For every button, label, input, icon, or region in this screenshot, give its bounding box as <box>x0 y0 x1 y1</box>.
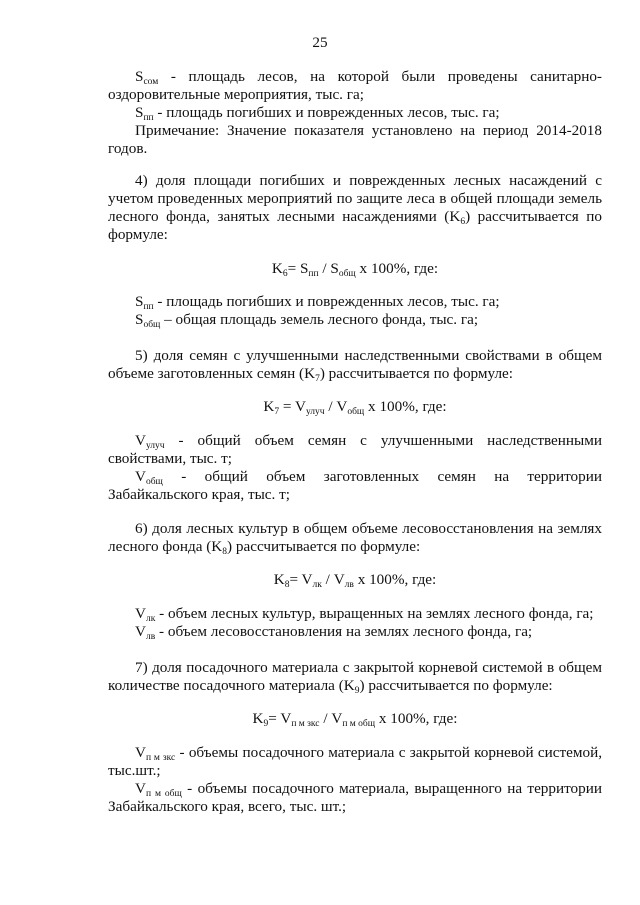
def-text: - общий объем семян с улучшенными наследственными свойствами, тыс. т; <box>108 432 602 467</box>
formula-k-sub: 9 <box>263 719 269 729</box>
def-subscript: сом <box>143 77 159 87</box>
def-text: - объем лесных культур, выращенных на землях лесного фонда, га; <box>155 605 594 622</box>
def-symbol: S <box>135 293 144 310</box>
definition-v-lk <box>108 605 602 623</box>
item-7-paragraph <box>108 659 602 695</box>
formula-eq: = V <box>279 398 306 415</box>
def-subscript: общ <box>143 320 161 330</box>
def-subscript: лк <box>145 614 156 624</box>
formula-a-sub: улуч <box>305 407 325 417</box>
item-6-text: 6) доля лесных культур в общем объеме лесовосстановления на землях лесного фонда (K <box>108 520 602 555</box>
item-6-paragraph <box>108 520 602 556</box>
definition-s-pp <box>108 104 602 122</box>
formula-a-sub: п м зкс <box>291 719 320 729</box>
formula-end: x 100%, где: <box>375 710 458 727</box>
formula-k6 <box>108 260 602 278</box>
formula-end: x 100%, где: <box>353 571 437 588</box>
def-symbol: V <box>135 623 146 640</box>
formula-eq: = V <box>268 710 292 727</box>
def-text: - площадь погибших и поврежденных лесов, тыс. га; <box>153 104 500 121</box>
formula-k-sub: 8 <box>284 580 290 590</box>
formula-b-sub: общ <box>347 407 365 417</box>
item-4-paragraph <box>108 172 602 244</box>
formula-end: x 100%, где: <box>364 398 447 415</box>
def-subscript: п м зкс <box>145 753 176 763</box>
definition-v-lv <box>108 623 602 641</box>
formula-k9 <box>108 710 602 728</box>
definition-s-som <box>108 68 602 104</box>
formula-k: K <box>273 571 285 588</box>
def-text: - объем лесовосстановления на землях лесного фонда, га; <box>155 623 533 640</box>
def-text: - объемы посадочного материала с закрытой корневой системой, тыс.шт.; <box>108 744 602 779</box>
item-4-tail: ) рассчитывается по формуле: <box>108 208 602 243</box>
def-subscript: пп <box>143 113 154 123</box>
formula-b-sub: общ <box>338 269 356 279</box>
def-symbol: V <box>135 780 146 797</box>
formula-eq: = S <box>287 260 309 277</box>
item-6-tail: ) рассчитывается по формуле: <box>227 538 421 555</box>
def-symbol: S <box>135 311 144 328</box>
def-subscript: п м общ <box>145 789 182 799</box>
formula-mid: / V <box>321 571 345 588</box>
formula-b-sub: п м общ <box>342 719 376 729</box>
formula-eq: = V <box>289 571 313 588</box>
def-symbol: S <box>135 104 144 121</box>
formula-mid: / S <box>318 260 339 277</box>
def-text: - объемы посадочного материала, выращенного на территории Забайкальского края, всего, тыс. шт.; <box>108 780 603 815</box>
def-symbol: S <box>135 68 144 85</box>
def-text: - общий объем заготовленных семян на территории Забайкальского края, тыс. т; <box>108 468 602 503</box>
formula-mid: / V <box>319 710 343 727</box>
item-5-sub: 7 <box>315 374 320 384</box>
item-5-paragraph <box>108 347 602 383</box>
formula-mid: / V <box>324 398 348 415</box>
def-subscript: пп <box>143 302 154 312</box>
def-text: - площадь лесов, на которой были проведены санитарно-оздоровительные мероприятия, тыс. га; <box>108 68 602 103</box>
def-text: – общая площадь земель лесного фонда, тыс. га; <box>160 311 479 328</box>
formula-b-sub: лв <box>344 580 354 590</box>
item-7-text: 7) доля посадочного материала с закрытой корневой системой в общем количестве посадочного материала (K <box>108 659 602 694</box>
formula-k7 <box>108 398 602 416</box>
def-symbol: V <box>135 432 146 449</box>
def-subscript: улуч <box>145 441 165 451</box>
formula-k-sub: 7 <box>274 407 280 417</box>
formula-k: K <box>271 260 283 277</box>
def-symbol: V <box>135 605 146 622</box>
def-symbol: V <box>135 468 146 485</box>
item-7-tail: ) рассчитывается по формуле: <box>359 677 553 694</box>
def-symbol: V <box>135 744 146 761</box>
definition-v-uluch <box>108 432 602 468</box>
item-4-text: 4) доля площади погибших и поврежденных лесных насаждений с учетом проведенных мероприятий по защите леса в общей площади земель лесного фонда, занятых лесными насаждениями (K <box>108 172 602 225</box>
definition-v-pm-obsh <box>108 780 602 816</box>
item-7-sub: 9 <box>354 686 360 696</box>
definition-s-obsh <box>108 311 602 329</box>
formula-end: x 100%, где: <box>355 260 439 277</box>
item-4-sub: 6 <box>460 217 466 227</box>
def-subscript: лв <box>145 632 156 642</box>
def-subscript: общ <box>145 477 163 487</box>
note-paragraph: Примечание: Значение показателя установлено на период 2014-2018 годов. <box>108 122 602 157</box>
definition-s-pp-2 <box>108 293 602 311</box>
item-5-text: 5) доля семян с улучшенными наследственными свойствами в общем объеме заготовленных семян (K <box>108 347 602 382</box>
definition-v-obsh <box>108 468 602 504</box>
formula-a-sub: пп <box>308 269 319 279</box>
formula-k: K <box>252 710 264 727</box>
item-6-sub: 8 <box>222 547 228 557</box>
formula-k-sub: 6 <box>282 269 288 279</box>
def-text: - площадь погибших и поврежденных лесов, тыс. га; <box>153 293 500 310</box>
formula-a-sub: лк <box>312 580 322 590</box>
item-5-tail: ) рассчитывается по формуле: <box>319 365 513 382</box>
page-number: 25 <box>312 34 328 51</box>
formula-k8 <box>108 571 602 589</box>
definition-v-pm-zks <box>108 744 602 780</box>
formula-k: K <box>263 398 275 415</box>
